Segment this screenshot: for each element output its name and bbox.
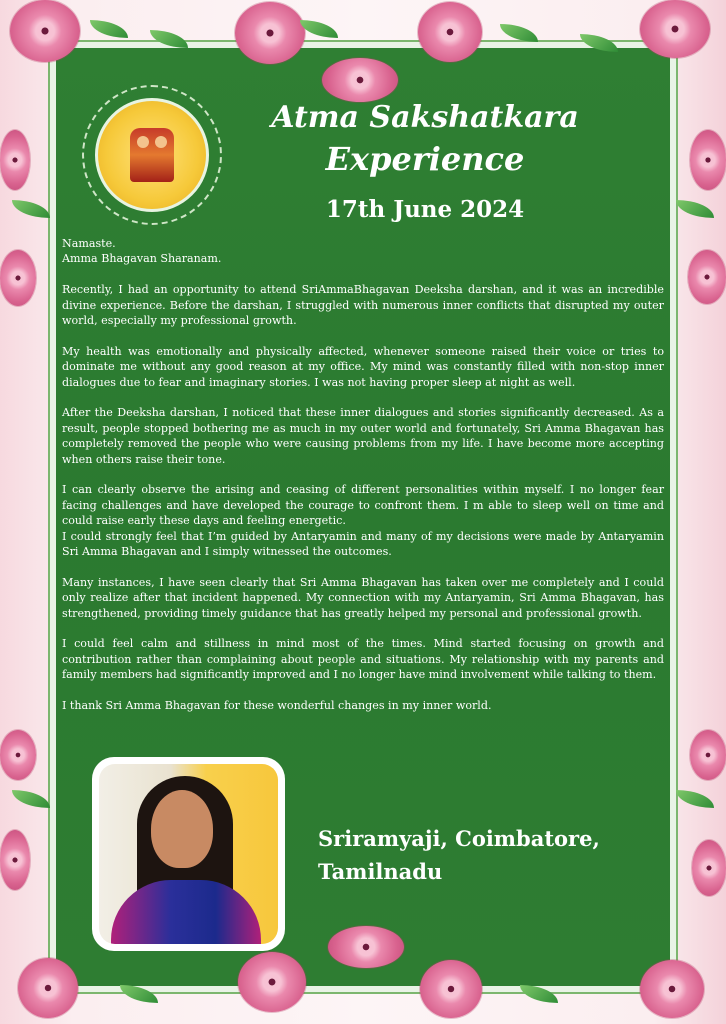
flower-icon	[640, 0, 710, 58]
page-title-line2: Experience	[325, 140, 525, 178]
leaf-icon	[300, 20, 338, 38]
leaf-icon	[676, 790, 714, 808]
author-name-location: Sriramyaji, Coimbatore,	[318, 826, 600, 851]
author-state: Tamilnadu	[318, 859, 443, 884]
flower-icon	[418, 2, 482, 62]
flower-icon	[688, 250, 726, 304]
letter-paragraph: I could strongly feel that I’m guided by Antaryamin and many of my decisions were made by Antaryamin Sri Amma Bhagavan and I simply witnessed the outcomes.	[62, 529, 664, 559]
flower-icon	[10, 0, 80, 62]
letter-paragraph: I could feel calm and stillness in mind most of the times. Mind started focusing on growth and contribution rather than complaining about people and situations. My relationship with my parents and family members had significantly improved and I no longer have mind involvement while talking to them.	[62, 637, 664, 682]
flower-icon	[692, 840, 726, 896]
letter-paragraph: I thank Sri Amma Bhagavan for these wonderful changes in my inner world.	[62, 699, 492, 713]
letter-paragraph: Recently, I had an opportunity to attend SriAmmaBhagavan Deeksha darshan, and it was an incredible divine experience. Before the darshan, I struggled with numerous inner conflicts that disrupted my outer world, especially my professional growth.	[62, 283, 664, 328]
letter-paragraph: I can clearly observe the arising and ceasing of different personalities within myself. I no longer fear facing challenges and have developed the courage to confront them. I m able to sleep well on time and could raise early these days and feeling energetic.	[62, 483, 664, 528]
deity-image	[130, 128, 174, 182]
greeting-line: Namaste.	[62, 237, 116, 250]
flower-icon	[18, 958, 78, 1018]
deity-portrait	[95, 98, 209, 212]
greeting-line: Amma Bhagavan Sharanam.	[62, 252, 222, 266]
flower-icon	[640, 960, 704, 1018]
flower-icon	[420, 960, 482, 1018]
event-date: 17th June 2024	[325, 196, 525, 223]
flower-icon	[238, 952, 306, 1012]
leaf-icon	[500, 24, 538, 42]
testimonial-letter	[62, 236, 664, 729]
flower-icon	[690, 730, 726, 780]
page-title-line1: Atma Sakshatkara	[271, 100, 579, 135]
flower-icon	[322, 58, 398, 102]
leaf-icon	[12, 200, 50, 218]
letter-paragraph: After the Deeksha darshan, I noticed that these inner dialogues and stories significantly decreased. As a result, people stopped bothering me as much in my outer world and fortunately, Sri Amma Bhagavan has completely removed the people who were causing problems from my life. I have become more accepting when others raise their tone.	[62, 406, 664, 466]
leaf-icon	[90, 20, 128, 38]
flower-icon	[235, 2, 305, 64]
letter-paragraph: Many instances, I have seen clearly that Sri Amma Bhagavan has taken over me completely and I could only realize after that incident happened. My connection with my Antaryamin, Sri Amma Bhagavan, has strengthened, providing timely guidance that has greatly helped my personal and professional growth.	[62, 575, 664, 620]
flower-icon	[0, 130, 30, 190]
leaf-icon	[12, 790, 50, 808]
author-photo	[99, 764, 278, 944]
letter-paragraph: My health was emotionally and physically affected, whenever someone raised their voice or tries to dominate me without any good reason at my office. My mind was constantly filled with non-stop inner dialogues due to fear and imaginary stories. I was not having proper sleep at night as well.	[62, 344, 664, 389]
flower-icon	[328, 926, 404, 968]
flower-icon	[0, 250, 36, 306]
flower-icon	[0, 830, 30, 890]
flower-icon	[0, 730, 36, 780]
deity-medallion	[82, 85, 222, 225]
author-photo-frame	[92, 757, 285, 951]
flower-icon	[690, 130, 726, 190]
author-signature	[318, 822, 648, 888]
leaf-icon	[676, 200, 714, 218]
